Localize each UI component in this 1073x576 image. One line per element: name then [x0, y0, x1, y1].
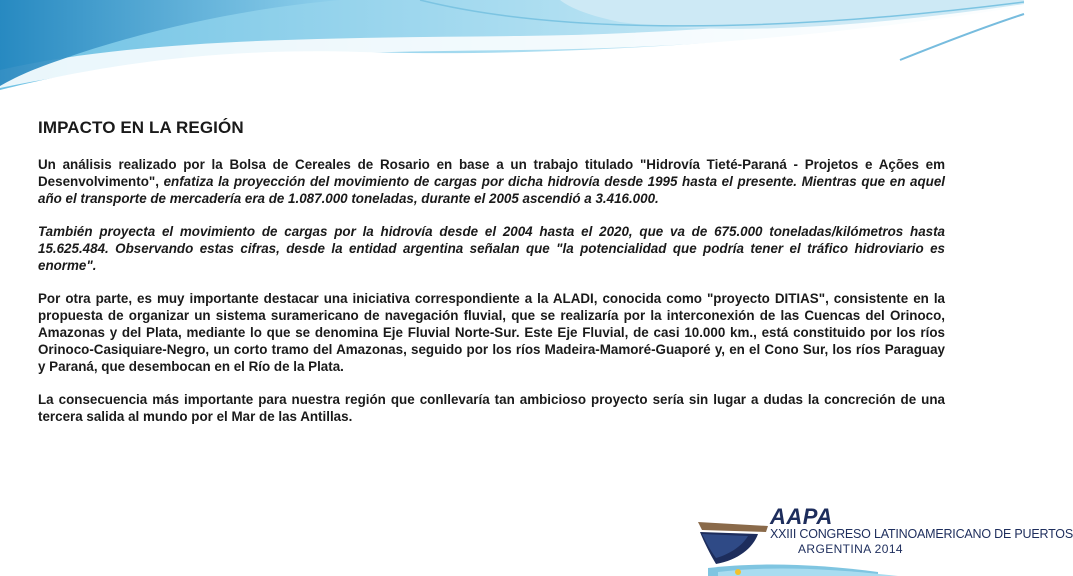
slide-content — [38, 118, 945, 441]
logo-congress-title: XXIII CONGRESO LATINOAMERICANO DE PUERTOS — [770, 527, 1073, 541]
paragraph-1-lead: Un análisis realizado por la Bolsa de Cereales de Rosario en base a un trabajo titulado "Hidrovía Tieté-Paraná - Projetos e Ações em Desenvolvimento", — [38, 157, 945, 189]
congress-logo — [698, 504, 1073, 576]
paragraph-2-italic: También proyecta el movimiento de cargas por la hidrovía desde el 2004 hasta el 2020, que va de 675.000 toneladas/kilómetros hasta 15.625.484. Observando estas cifras, desde la entidad argentina señalan que "la potencialidad que podría tener el tráfico hidroviario es enorme". — [38, 224, 945, 273]
header-wave-banner — [0, 0, 1024, 120]
paragraph-1 — [38, 156, 945, 207]
slide-title: IMPACTO EN LA REGIÓN — [38, 118, 244, 137]
paragraph-1-italic: enfatiza la proyección del movimiento de cargas por dicha hidrovía desde 1995 hasta el presente. Mientras que en aquel año el transporte de mercadería era de 1.087.000 toneladas, durante el 2005 ascendió a 3.416.000. — [38, 174, 945, 206]
paragraph-2 — [38, 223, 945, 274]
logo-country-year: ARGENTINA 2014 — [798, 542, 903, 556]
logo-aapa-text: AAPA — [770, 504, 833, 529]
paragraph-4: La consecuencia más importante para nuestra región que conllevaría tan ambicioso proyecto sería sin lugar a dudas la concreción de una tercera salida al mundo por el Mar de las Antillas. — [38, 392, 945, 424]
paragraph-3: Por otra parte, es muy importante destacar una iniciativa correspondiente a la ALADI, conocida como "proyecto DITIAS", consistente en la propuesta de organizar un sistema suramericano de navegación fluvial, que se realizaría por la interconexión de las Cuencas del Orinoco, Amazonas y del Plata, mediante lo que se denomina Eje Fluvial Norte-Sur. Este Eje Fluvial, de casi 10.000 km., está constituido por los ríos Orinoco-Casiquiare-Negro, un corto tramo del Amazonas, seguido por los ríos Madeira-Mamoré-Guaporé y, en el Cono Sur, los ríos Paraguay y Paraná, que desembocan en el Río de la Plata. — [38, 291, 945, 374]
